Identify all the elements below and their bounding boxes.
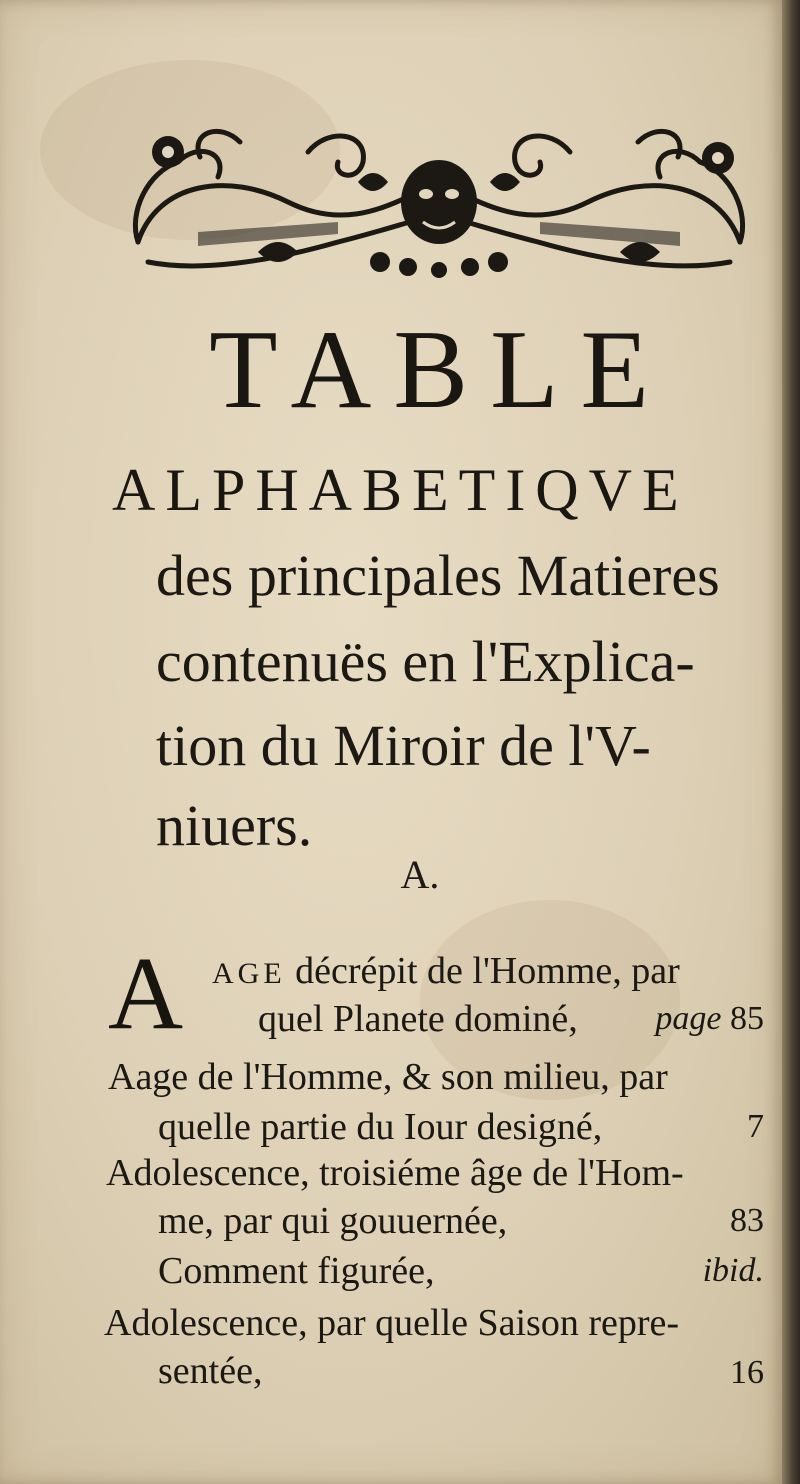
entry-line bbox=[158, 1104, 602, 1150]
entry-text: sentée, bbox=[158, 1350, 263, 1392]
drop-cap: A bbox=[108, 936, 184, 1051]
description-line: niuers. bbox=[156, 793, 313, 858]
entry-text: Adolescence, troisiéme âge de l'Hom- bbox=[106, 1152, 684, 1194]
entry-text: Comment figurée, bbox=[158, 1250, 435, 1292]
entry-page-number bbox=[640, 996, 764, 1042]
entry-line bbox=[108, 1054, 668, 1100]
entry-line bbox=[258, 996, 578, 1042]
entry-line bbox=[104, 1300, 679, 1346]
page-title: TABLE bbox=[209, 308, 671, 432]
entry-line bbox=[106, 1150, 684, 1196]
entry-page-number: 7 bbox=[747, 1108, 764, 1145]
entry-text: Adolescence, par quelle Saison repre- bbox=[104, 1302, 680, 1344]
book-page-edge bbox=[782, 0, 800, 1484]
description-line: des principales Matieres bbox=[156, 543, 720, 608]
entry-caps: AGE bbox=[212, 957, 286, 990]
entry-line bbox=[158, 1348, 262, 1394]
entry-text: Aage de l'Homme, & son milieu, par bbox=[108, 1056, 668, 1098]
page-value: 85 bbox=[730, 1000, 764, 1037]
entry-page-number: 16 bbox=[730, 1354, 764, 1391]
entry-text: me, par qui gouuernée, bbox=[158, 1200, 508, 1242]
ornamental-headpiece-icon bbox=[118, 122, 760, 280]
section-letter: A. bbox=[400, 852, 440, 897]
entry-line bbox=[212, 948, 680, 997]
page-subtitle: ALPHABETIQVE bbox=[112, 457, 689, 523]
entry-page-number: ibid. bbox=[702, 1252, 764, 1289]
entry-line bbox=[158, 1248, 434, 1294]
entry-page-number: 83 bbox=[730, 1202, 764, 1239]
entry-text: quel Planete dominé, bbox=[258, 998, 578, 1040]
description-line: contenuës en l'Explica- bbox=[156, 629, 695, 694]
entry-line bbox=[158, 1198, 507, 1244]
entry-text: décrépit de l'Homme, par bbox=[285, 950, 680, 992]
description-line: tion du Miroir de l'V- bbox=[156, 713, 651, 778]
page-label: page bbox=[655, 1000, 722, 1037]
entry-text: quelle partie du Iour designé, bbox=[158, 1106, 603, 1148]
